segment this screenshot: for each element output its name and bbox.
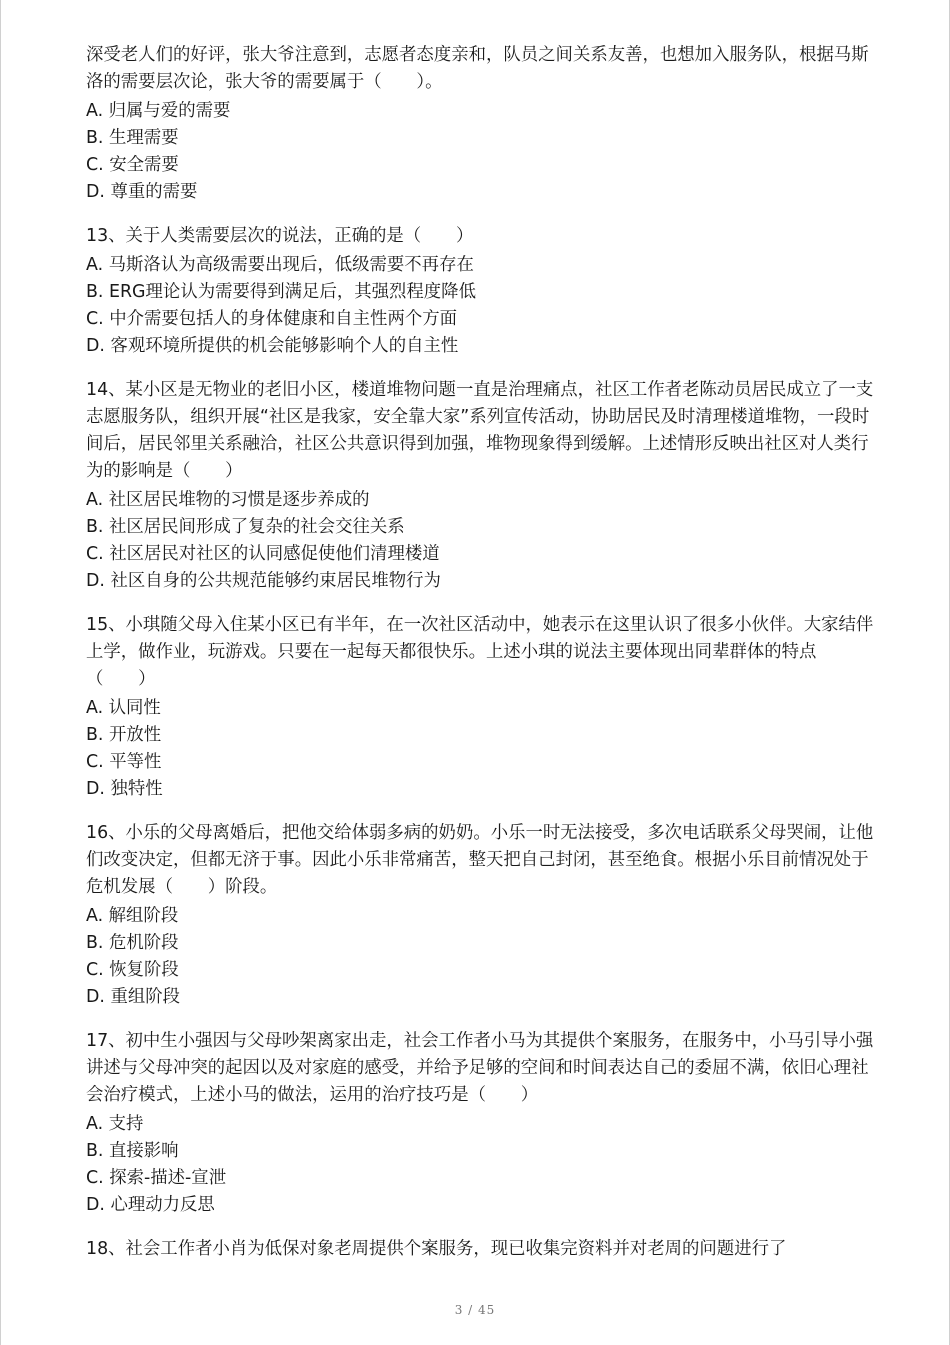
question-stem: 17、初中生小强因与父母吵架离家出走，社会工作者小马为其提供个案服务，在服务中，小马引导小强讲述与父母冲突的起因以及对家庭的感受，并给予足够的空间和时间表达自己的委屈不满，依旧心理社会治疗模式，上述小马的做法，运用的治疗技巧是（ ）	[86, 1031, 874, 1105]
option-c: C. 中介需要包括人的身体健康和自主性两个方面	[86, 309, 458, 329]
question-stem: 15、小琪随父母入住某小区已有半年，在一次社区活动中，她表示在这里认识了很多小伙伴。大家结伴上学，做作业，玩游戏。只要在一起每天都很快乐。上述小琪的说法主要体现出同辈群体的特点（ ）	[86, 615, 874, 689]
page-border-left	[0, 0, 1, 1345]
option-c: C. 安全需要	[86, 155, 179, 175]
question-17	[86, 1028, 876, 1219]
question-14	[86, 377, 876, 595]
option-b: B. 生理需要	[86, 128, 179, 148]
question-12-continued	[86, 42, 876, 206]
option-c: C. 平等性	[86, 752, 162, 772]
question-list	[86, 42, 876, 1280]
option-a: A. 支持	[86, 1114, 144, 1134]
question-18	[86, 1236, 876, 1263]
option-c: C. 探索-描述-宣泄	[86, 1168, 227, 1188]
option-a: A. 认同性	[86, 698, 161, 718]
option-b: B. 开放性	[86, 725, 162, 745]
option-a: A. 归属与爱的需要	[86, 101, 231, 121]
page-number: 3 / 45	[454, 1303, 496, 1317]
option-b: B. 社区居民间形成了复杂的社会交往关系	[86, 517, 405, 537]
option-d: D. 重组阶段	[86, 987, 181, 1007]
option-d: D. 社区自身的公共规范能够约束居民堆物行为	[86, 571, 441, 591]
option-b: B. 危机阶段	[86, 933, 179, 953]
option-b: B. 直接影响	[86, 1141, 179, 1161]
question-stem: 18、社会工作者小肖为低保对象老周提供个案服务，现已收集完资料并对老周的问题进行了	[86, 1239, 787, 1259]
option-d: D. 独特性	[86, 779, 163, 799]
question-15	[86, 612, 876, 803]
option-c: C. 恢复阶段	[86, 960, 179, 980]
option-d: D. 客观环境所提供的机会能够影响个人的自主性	[86, 336, 459, 356]
question-stem: 深受老人们的好评，张大爷注意到，志愿者态度亲和，队员之间关系友善，也想加入服务队，根据马斯洛的需要层次论，张大爷的需要属于（ ）。	[86, 45, 869, 92]
option-a: A. 解组阶段	[86, 906, 179, 926]
option-b: B. ERG理论认为需要得到满足后，其强烈程度降低	[86, 282, 476, 302]
option-a: A. 马斯洛认为高级需要出现后，低级需要不再存在	[86, 255, 474, 275]
question-stem: 16、小乐的父母离婚后，把他交给体弱多病的奶奶。小乐一时无法接受，多次电话联系父母哭闹，让他们改变决定，但都无济于事。因此小乐非常痛苦，整天把自己封闭，甚至绝食。根据小乐目前情况处于危机发展（ ）阶段。	[86, 823, 874, 897]
question-16	[86, 820, 876, 1011]
option-c: C. 社区居民对社区的认同感促使他们清理楼道	[86, 544, 440, 564]
question-13	[86, 223, 876, 360]
option-d: D. 尊重的需要	[86, 182, 198, 202]
question-stem: 14、某小区是无物业的老旧小区，楼道堆物问题一直是治理痛点，社区工作者老陈动员居民成立了一支志愿服务队，组织开展“社区是我家，安全靠大家”系列宣传活动，协助居民及时清理楼道堆物，一段时间后，居民邻里关系融洽，社区公共意识得到加强，堆物现象得到缓解。上述情形反映出社区对人类行为的影响是（ ）	[86, 380, 874, 481]
question-stem: 13、关于人类需要层次的说法，正确的是（ ）	[86, 226, 474, 246]
option-a: A. 社区居民堆物的习惯是逐步养成的	[86, 490, 370, 510]
option-d: D. 心理动力反思	[86, 1195, 215, 1215]
